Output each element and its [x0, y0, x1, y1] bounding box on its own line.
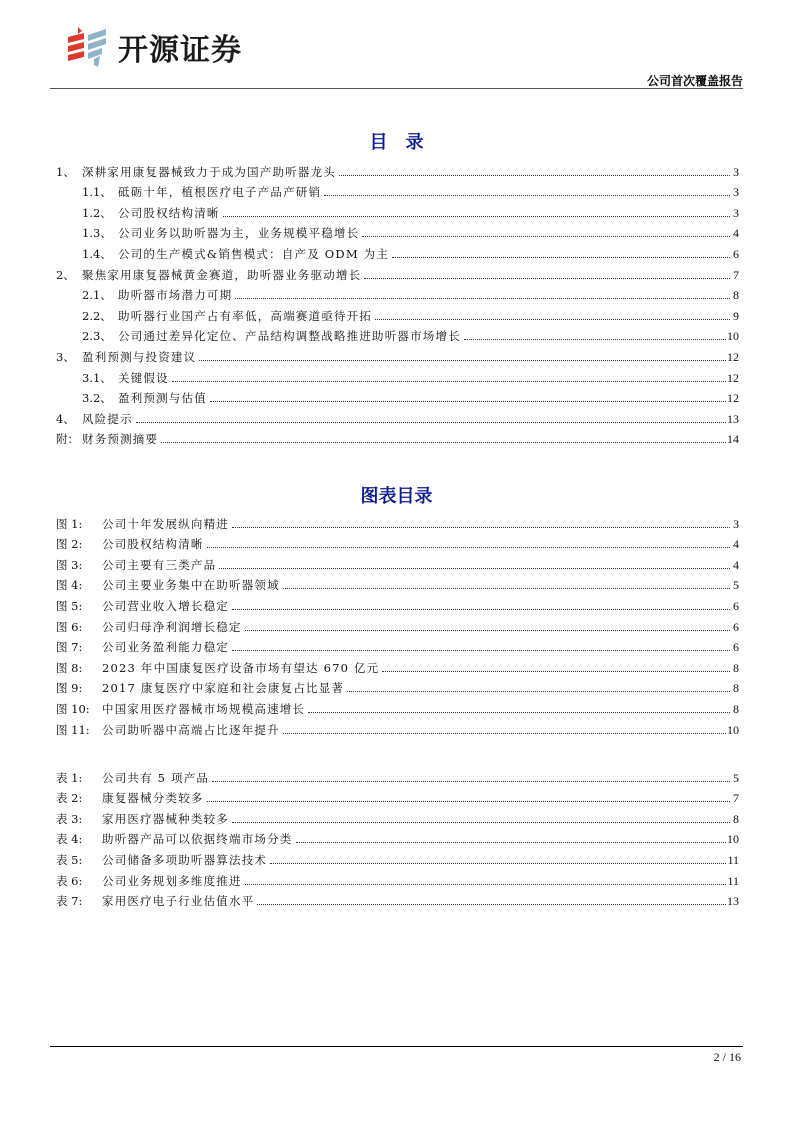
toc-entry[interactable]	[56, 261, 739, 282]
logo-mark-icon	[64, 25, 110, 69]
entry-label: 关键假设	[118, 370, 169, 385]
dot-leader	[232, 649, 730, 651]
figures-title: 图表目录	[360, 486, 433, 507]
toc-entry[interactable]	[56, 405, 739, 426]
dot-leader	[245, 883, 727, 885]
entry-label: 公司十年发展纵向精进	[102, 516, 229, 531]
entry-label: 公司储备多项助听器算法技术	[102, 852, 268, 867]
figure-entry[interactable]	[56, 592, 739, 613]
entry-number: 2.1、	[82, 288, 112, 303]
entry-label: 风险提示	[82, 411, 133, 426]
entry-label: 家用医疗器械种类较多	[102, 811, 229, 826]
figure-entry[interactable]	[56, 716, 739, 737]
entry-number: 1.2、	[82, 205, 112, 220]
entry-label: 盈利预测与估值	[118, 391, 207, 406]
toc-entry[interactable]	[56, 385, 739, 406]
entry-page: 13	[727, 894, 739, 909]
table-entry[interactable]	[56, 764, 739, 785]
entry-number: 表 2:	[56, 791, 83, 806]
figure-entry[interactable]	[56, 654, 739, 675]
entry-label: 公司股权结构清晰	[118, 205, 220, 220]
figure-entry[interactable]	[56, 572, 739, 593]
dot-leader	[339, 174, 730, 176]
toc-entry[interactable]	[56, 199, 739, 220]
entry-page: 8	[733, 811, 739, 826]
entry-number: 1.3、	[82, 226, 112, 241]
dot-leader	[212, 780, 730, 782]
toc-entry[interactable]	[56, 220, 739, 241]
entry-page: 6	[733, 598, 739, 613]
entry-page: 4	[733, 537, 739, 552]
entry-number: 图 7:	[56, 640, 83, 655]
entry-number: 图 3:	[56, 557, 83, 572]
toc-entry[interactable]	[56, 323, 739, 344]
figure-list	[56, 510, 739, 737]
brand-name: 开源证券	[118, 33, 242, 68]
dot-leader	[270, 862, 726, 864]
entry-label: 公司业务规划多维度推进	[102, 873, 242, 888]
figure-entry[interactable]	[56, 613, 739, 634]
dot-leader	[257, 903, 726, 905]
entry-label: 公司归母净利润增长稳定	[102, 619, 242, 634]
entry-label: 康复器械分类较多	[102, 791, 204, 806]
dot-leader	[172, 380, 726, 382]
dot-leader	[161, 441, 726, 443]
dot-leader	[464, 338, 726, 340]
entry-label: 公司业务盈利能力稳定	[102, 640, 229, 655]
dot-leader	[296, 841, 727, 843]
entry-number: 表 3:	[56, 811, 83, 826]
entry-page: 6	[733, 619, 739, 634]
figure-entry[interactable]	[56, 634, 739, 655]
dot-leader	[207, 800, 730, 802]
entry-label: 2017 康复医疗中家庭和社会康复占比显著	[102, 681, 345, 696]
entry-label: 公司营业收入增长稳定	[102, 598, 229, 613]
toc-entry[interactable]	[56, 426, 739, 447]
entry-page: 5	[733, 770, 739, 785]
entry-label: 公司主要业务集中在助听器领域	[102, 578, 280, 593]
entry-page: 11	[727, 852, 739, 867]
entry-page: 8	[733, 660, 739, 675]
toc-list	[56, 158, 739, 446]
entry-label: 家用医疗电子行业估值水平	[102, 894, 255, 909]
entry-label: 助听器行业国产占有率低，高端赛道亟待开拓	[118, 308, 372, 323]
entry-number: 图 8:	[56, 660, 83, 675]
toc-entry[interactable]	[56, 282, 739, 303]
entry-label: 公司通过差异化定位、产品结构调整战略推进助听器市场增长	[118, 329, 461, 344]
dot-leader	[210, 400, 726, 402]
entry-label: 聚焦家用康复器械黄金赛道，助听器业务驱动增长	[82, 267, 362, 282]
entry-page: 3	[733, 516, 739, 531]
entry-label: 公司股权结构清晰	[102, 537, 204, 552]
toc-entry[interactable]	[56, 179, 739, 200]
entry-page: 10	[727, 329, 739, 344]
entry-number: 表 4:	[56, 832, 83, 847]
entry-page: 4	[733, 226, 739, 241]
entry-label: 公司助听器中高端占比逐年提升	[102, 722, 280, 737]
entry-number: 表 1:	[56, 770, 83, 785]
dot-leader	[232, 526, 730, 528]
table-entry[interactable]	[56, 785, 739, 806]
entry-label: 2023 年中国康复医疗设备市场有望达 670 亿元	[102, 660, 380, 675]
dot-leader	[283, 587, 730, 589]
dot-leader	[375, 318, 730, 320]
entry-page: 12	[727, 370, 739, 385]
page-indicator: 2 / 16	[713, 1050, 741, 1064]
dot-leader	[223, 215, 730, 217]
header-divider	[50, 88, 743, 89]
entry-number: 3、	[56, 349, 75, 364]
entry-label: 砥砺十年，植根医疗电子产品产研销	[118, 185, 322, 200]
entry-page: 12	[727, 391, 739, 406]
entry-page: 8	[733, 681, 739, 696]
table-entry[interactable]	[56, 888, 739, 909]
table-entry[interactable]	[56, 846, 739, 867]
entry-number: 3.2、	[82, 391, 112, 406]
entry-page: 3	[733, 185, 739, 200]
entry-number: 2、	[56, 267, 75, 282]
entry-label: 深耕家用康复器械致力于成为国产助听器龙头	[82, 164, 336, 179]
entry-page: 10	[727, 832, 739, 847]
entry-page: 6	[733, 246, 739, 261]
entry-page: 11	[727, 873, 739, 888]
dot-leader	[347, 690, 730, 692]
entry-page: 10	[727, 722, 739, 737]
table-entry[interactable]	[56, 805, 739, 826]
entry-number: 1.1、	[82, 185, 112, 200]
entry-page: 3	[733, 205, 739, 220]
entry-number: 2.3、	[82, 329, 112, 344]
table-entry[interactable]	[56, 867, 739, 888]
entry-page: 8	[733, 701, 739, 716]
figure-entry[interactable]	[56, 695, 739, 716]
toc-entry[interactable]	[56, 158, 739, 179]
entry-number: 表 7:	[56, 894, 83, 909]
entry-number: 图 10:	[56, 701, 90, 716]
footer-divider	[50, 1046, 743, 1047]
toc-entry[interactable]	[56, 302, 739, 323]
dot-leader	[245, 629, 730, 631]
report-type: 公司首次覆盖报告	[646, 74, 743, 88]
toc-entry[interactable]	[56, 343, 739, 364]
brand-logo	[64, 24, 242, 70]
entry-page: 8	[733, 288, 739, 303]
entry-label: 公司共有 5 项产品	[102, 770, 210, 785]
entry-number: 1、	[56, 164, 75, 179]
table-entry[interactable]	[56, 826, 739, 847]
figure-entry[interactable]	[56, 531, 739, 552]
entry-number: 1.4、	[82, 246, 112, 261]
dot-leader	[136, 421, 726, 423]
entry-page: 4	[733, 557, 739, 572]
entry-page: 3	[733, 164, 739, 179]
entry-number: 图 9:	[56, 681, 83, 696]
entry-label: 助听器产品可以依据终端市场分类	[102, 832, 293, 847]
entry-label: 公司业务以助听器为主，业务规模平稳增长	[118, 226, 360, 241]
dot-leader	[232, 821, 730, 823]
entry-number: 图 5:	[56, 598, 83, 613]
dot-leader	[232, 608, 730, 610]
entry-number: 图 11:	[56, 722, 90, 737]
entry-number: 图 2:	[56, 537, 83, 552]
figure-entry[interactable]	[56, 551, 739, 572]
entry-number: 图 4:	[56, 578, 83, 593]
toc-entry[interactable]	[56, 364, 739, 385]
entry-number: 图 6:	[56, 619, 83, 634]
toc-entry[interactable]	[56, 240, 739, 261]
entry-page: 9	[733, 308, 739, 323]
figure-entry[interactable]	[56, 510, 739, 531]
entry-page: 13	[727, 411, 739, 426]
entry-page: 7	[733, 791, 739, 806]
entry-page: 14	[727, 432, 739, 447]
figure-entry[interactable]	[56, 675, 739, 696]
entry-number: 图 1:	[56, 516, 83, 531]
entry-number: 2.2、	[82, 308, 112, 323]
entry-label: 公司的生产模式&销售模式：自产及 ODM 为主	[118, 246, 390, 261]
dot-leader	[207, 546, 730, 548]
entry-label: 公司主要有三类产品	[102, 557, 217, 572]
toc-title: 目 录	[369, 132, 424, 153]
entry-number: 4、	[56, 411, 75, 426]
dot-leader	[235, 297, 730, 299]
table-list	[56, 764, 739, 908]
entry-label: 中国家用医疗器械市场规模高速增长	[102, 701, 306, 716]
entry-number: 表 5:	[56, 852, 83, 867]
entry-page: 7	[733, 267, 739, 282]
dot-leader	[364, 277, 730, 279]
entry-page: 12	[727, 349, 739, 364]
entry-label: 财务预测摘要	[82, 432, 159, 447]
entry-page: 5	[733, 578, 739, 593]
dot-leader	[324, 194, 730, 196]
dot-leader	[219, 567, 730, 569]
entry-number: 附：	[56, 432, 79, 447]
dot-leader	[199, 359, 726, 361]
dot-leader	[308, 711, 730, 713]
dot-leader	[382, 670, 730, 672]
entry-page: 6	[733, 640, 739, 655]
entry-number: 表 6:	[56, 873, 83, 888]
entry-number: 3.1、	[82, 370, 112, 385]
dot-leader	[362, 235, 730, 237]
entry-label: 盈利预测与投资建议	[82, 349, 197, 364]
dot-leader	[283, 732, 726, 734]
entry-label: 助听器市场潜力可期	[118, 288, 233, 303]
dot-leader	[392, 256, 730, 258]
